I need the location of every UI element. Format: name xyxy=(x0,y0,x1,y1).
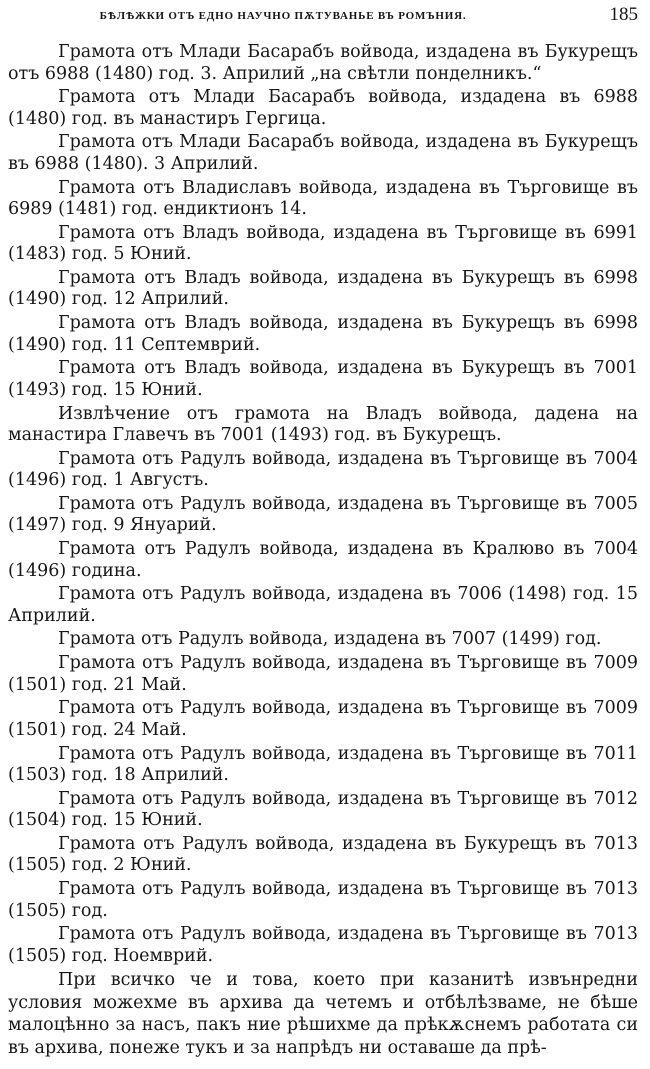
charter-entry: Грамота отъ Владъ войвода, издадена въ Букурещъ въ 6998 (1490) год. 12 Априлий. xyxy=(8,267,638,310)
charter-entry: Грамота отъ Радулъ войвода, издадена въ Търговище въ 7005 (1497) год. 9 Януарий. xyxy=(8,493,638,536)
charter-entry: Грамота отъ Радулъ войвода, издадена въ Кралюво въ 7004 (1496) година. xyxy=(8,539,638,581)
page-body xyxy=(8,42,638,1062)
charter-entry: Грамота отъ Владъ войвода, издадена въ Търговище въ 6991 (1483) год. 5 Юний. xyxy=(8,222,638,265)
charter-entry: Грамота отъ Радулъ войвода, издадена въ Търговище въ 7011 (1503) год. 18 Априлий. xyxy=(8,743,638,785)
running-title: БѢЛѢЖКИ ОТЪ ЕДНО НАУЧНО ПѪТУВАНЬЕ ВЪ РОМЪНИЯ. xyxy=(99,10,467,22)
charter-entry: Грамота отъ Радулъ войвода, издадена въ Търговище въ 7013 (1505) год. Ноемврий. xyxy=(8,924,638,966)
charter-entry: Грамота отъ Млади Басарабъ войвода, издадена въ Букурещъ въ 6988 (1480). 3 Априлий. xyxy=(8,132,638,174)
charter-entry: Грамота отъ Млади Басарабъ войвода, издадена въ Букурещъ отъ 6988 (1480) год. 3. Априлий „на свѣтли понделникъ.“ xyxy=(8,42,638,84)
page-header xyxy=(8,4,638,30)
charter-entry: Грамота отъ Радулъ войвода, издадена въ 7006 (1498) год. 15 Априлий. xyxy=(8,584,638,626)
page-number: 185 xyxy=(609,4,638,25)
charter-entry: Грамота отъ Радулъ войвода, издадена въ Търговище въ 7013 (1505) год. xyxy=(8,879,638,921)
charter-entry: Грамота отъ Владъ войвода, издадена въ Букурещъ въ 7001 (1493) год. 15 Юний. xyxy=(8,358,638,400)
charter-entry: Грамота отъ Радулъ войвода, издадена въ Търговище въ 7004 (1496) год. 1 Августъ. xyxy=(8,448,638,491)
charter-entry: Грамота отъ Радулъ войвода, издадена въ Букурещъ въ 7013 (1505) год. 2 Юний. xyxy=(8,833,638,876)
charter-entry: Грамота отъ Млади Басарабъ войвода, издадена въ 6988 (1480) год. въ манастиръ Гергица. xyxy=(8,87,638,129)
charter-entry: Грамота отъ Радулъ войвода, издадена въ Търговище въ 7012 (1504) год. 15 Юний. xyxy=(8,788,638,831)
charter-entry: Грамота отъ Радулъ войвода, издадена въ Търговище въ 7009 (1501) год. 21 Май. xyxy=(8,653,638,695)
charter-entry: Грамота отъ Владъ войвода, издадена въ Букурещъ въ 6998 (1490) год. 11 Септемврий. xyxy=(8,313,638,355)
body-paragraph: При всичко че и това, което при казанитѣ извънредни условия можехме въ архива да четемъ и отбѣлѣзваме, не бѣше малоцѣнно за насъ, пакъ ние рѣшихме да прѣкѫснемъ работата си въ архива, понеже тукъ и за напрѣдъ ни оставаше да прѣ- xyxy=(8,970,638,1058)
charter-entry: Грамота отъ Радулъ войвода, издадена въ 7007 (1499) год. xyxy=(58,629,602,650)
charter-entry: Грамота отъ Владиславъ войвода, издадена въ Търговище въ 6989 (1481) год. ендиктионъ 14. xyxy=(8,177,638,220)
charter-entry: Извлѣчение отъ грамота на Владъ войвода, дадена на манастира Главечъ въ 7001 (1493) год. въ Букурещъ. xyxy=(8,403,638,445)
charter-entry: Грамота отъ Радулъ войвода, издадена въ Търговище въ 7009 (1501) год. 24 Май. xyxy=(8,698,638,740)
